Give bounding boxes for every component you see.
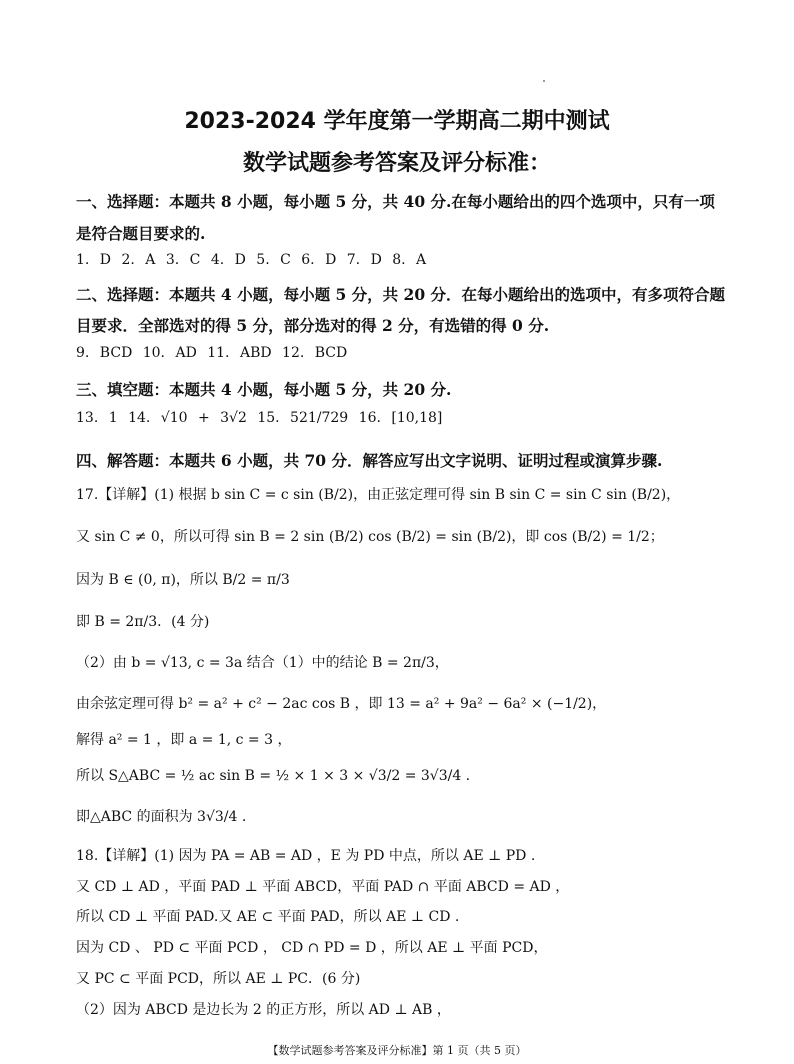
solution-17-line: 所以 S△ABC = ½ ac sin B = ½ × 1 × 3 × √3/2 = 3√3/4 . xyxy=(76,768,471,784)
solution-18-line: 所以 CD ⊥ 平面 PAD.又 AE ⊂ 平面 PAD，所以 AE ⊥ CD . xyxy=(76,909,460,925)
answers-1-8: 1. D 2. A 3. C 4. D 5. C 6. D 7. D 8. A xyxy=(76,252,427,268)
document-title: 2023-2024 学年度第一学期高二期中测试 xyxy=(184,109,610,134)
solution-17-line: 因为 B ∈ (0, π)，所以 B/2 = π/3 xyxy=(76,572,290,588)
solution-18-line: 又 CD ⊥ AD ，平面 PAD ⊥ 平面 ABCD，平面 PAD ∩ 平面 ABCD = AD ， xyxy=(76,879,570,895)
section-1-heading-cont: 是符合题目要求的. xyxy=(76,224,206,243)
solution-18-line: 因为 CD 、 PD ⊂ 平面 PCD ， CD ∩ PD = D ，所以 AE ⊥ 平面 PCD， xyxy=(76,940,548,956)
solution-17-line: （2）由 b = √13, c = 3a 结合（1）中的结论 B = 2π/3， xyxy=(76,655,449,671)
answers-13-16: 13. 1 14. √10 + 3√2 15. 521/729 16. [10,18] xyxy=(76,410,443,426)
section-1-heading: 一、选择题：本题共 8 小题，每小题 5 分，共 40 分.在每小题给出的四个选项中，只有一项 xyxy=(76,192,715,211)
solution-17-line: 解得 a² = 1 ，即 a = 1, c = 3 ， xyxy=(76,732,292,748)
speck-mark xyxy=(543,80,545,82)
solution-18-line: 18.【详解】(1) 因为 PA = AB = AD ，E 为 PD 中点，所以 AE ⊥ PD . xyxy=(76,848,536,864)
document-subtitle: 数学试题参考答案及评分标准： xyxy=(242,151,551,176)
section-4-heading: 四、解答题：本题共 6 小题，共 70 分．解答应写出文字说明、证明过程或演算步骤. xyxy=(76,451,663,470)
section-3-heading: 三、填空题：本题共 4 小题，每小题 5 分，共 20 分. xyxy=(76,380,452,399)
solution-17-line: 17.【详解】(1) 根据 b sin C = c sin (B/2)，由正弦定理可得 sin B sin C = sin C sin (B/2)， xyxy=(76,487,681,503)
solution-17-line: 即 B = 2π/3．(4 分) xyxy=(76,614,210,630)
solution-17-line: 即△ABC 的面积为 3√3/4 . xyxy=(76,809,247,825)
solution-18-line: 又 PC ⊂ 平面 PCD，所以 AE ⊥ PC．(6 分) xyxy=(76,971,361,987)
section-2-heading: 二、选择题：本题共 4 小题，每小题 5 分，共 20 分．在每小题给出的选项中，有多项符合题 xyxy=(76,285,726,304)
page-footer: 【数学试题参考答案及评分标准】第 1 页（共 5 页） xyxy=(267,1044,527,1057)
solution-17-line: 又 sin C ≠ 0，所以可得 sin B = 2 sin (B/2) cos (B/2) = sin (B/2)，即 cos (B/2) = 1/2； xyxy=(76,529,664,545)
solution-17-line: 由余弦定理可得 b² = a² + c² − 2ac cos B ，即 13 = a² + 9a² − 6a² × (−1/2)， xyxy=(76,696,607,712)
answers-9-12: 9. BCD 10. AD 11. ABD 12. BCD xyxy=(76,345,348,361)
section-2-heading-cont: 目要求．全部选对的得 5 分，部分选对的得 2 分，有选错的得 0 分. xyxy=(76,316,550,335)
solution-18-line: （2）因为 ABCD 是边长为 2 的正方形，所以 AD ⊥ AB ， xyxy=(76,1002,451,1018)
